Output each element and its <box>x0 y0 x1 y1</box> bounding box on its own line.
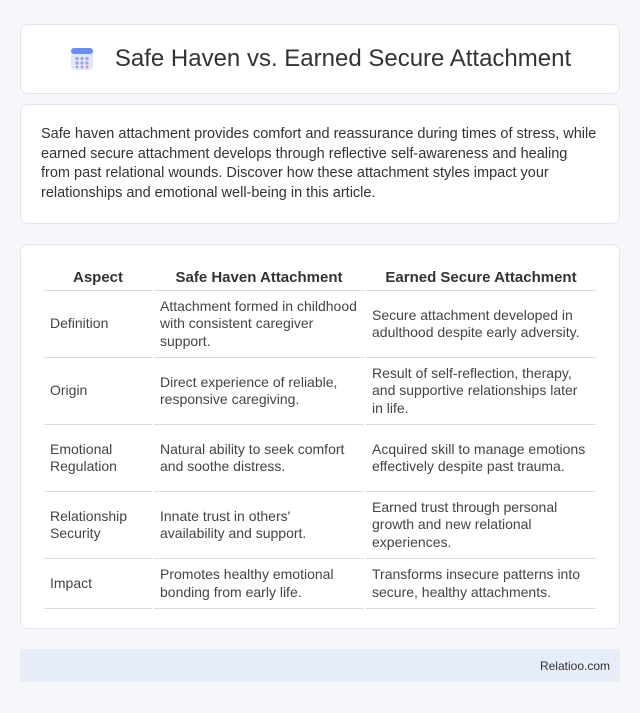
cell-aspect: Impact <box>44 559 152 609</box>
table-row <box>44 492 596 559</box>
table-row <box>44 425 596 492</box>
cell-earned-secure: Acquired skill to manage emotions effectively despite past trauma. <box>366 425 596 492</box>
cell-aspect: Origin <box>44 358 152 425</box>
cell-safe-haven: Promotes healthy emotional bonding from early life. <box>154 559 364 609</box>
comparison-table <box>42 263 598 609</box>
table-row <box>44 358 596 425</box>
cell-safe-haven: Attachment formed in childhood with consistent caregiver support. <box>154 291 364 358</box>
cell-earned-secure: Earned trust through personal growth and new relational experiences. <box>366 492 596 559</box>
intro-text: Safe haven attachment provides comfort and reassurance during times of stress, while earned secure attachment develops through reflective self-awareness and healing from past relational wounds. Discover how these attachment styles impact your relationships and emotional well-being in this article. <box>41 126 597 201</box>
cell-safe-haven: Direct experience of reliable, responsive caregiving. <box>154 358 364 425</box>
cell-earned-secure: Transforms insecure patterns into secure, healthy attachments. <box>366 559 596 609</box>
cell-safe-haven: Innate trust in others' availability and support. <box>154 492 364 559</box>
footer-site-name: Relatioo.com <box>539 658 610 673</box>
cell-earned-secure: Secure attachment developed in adulthood despite early adversity. <box>366 291 596 358</box>
cell-safe-haven: Natural ability to seek comfort and soothe distress. <box>154 425 364 492</box>
calendar-grid-icon <box>69 46 95 72</box>
column-header-aspect: Aspect <box>44 263 152 291</box>
intro-card <box>20 104 620 224</box>
title-card <box>20 24 620 94</box>
page-title: Safe Haven vs. Earned Secure Attachment <box>114 45 572 72</box>
table-row <box>44 559 596 609</box>
cell-aspect: Emotional Regulation <box>44 425 152 492</box>
table-row <box>44 291 596 358</box>
cell-earned-secure: Result of self-reflection, therapy, and supportive relationships later in life. <box>366 358 596 425</box>
column-header-safe-haven: Safe Haven Attachment <box>154 263 364 291</box>
column-header-earned-secure: Earned Secure Attachment <box>366 263 596 291</box>
cell-aspect: Relationship Security <box>44 492 152 559</box>
footer <box>20 649 620 682</box>
comparison-table-card <box>20 244 620 629</box>
cell-aspect: Definition <box>44 291 152 358</box>
